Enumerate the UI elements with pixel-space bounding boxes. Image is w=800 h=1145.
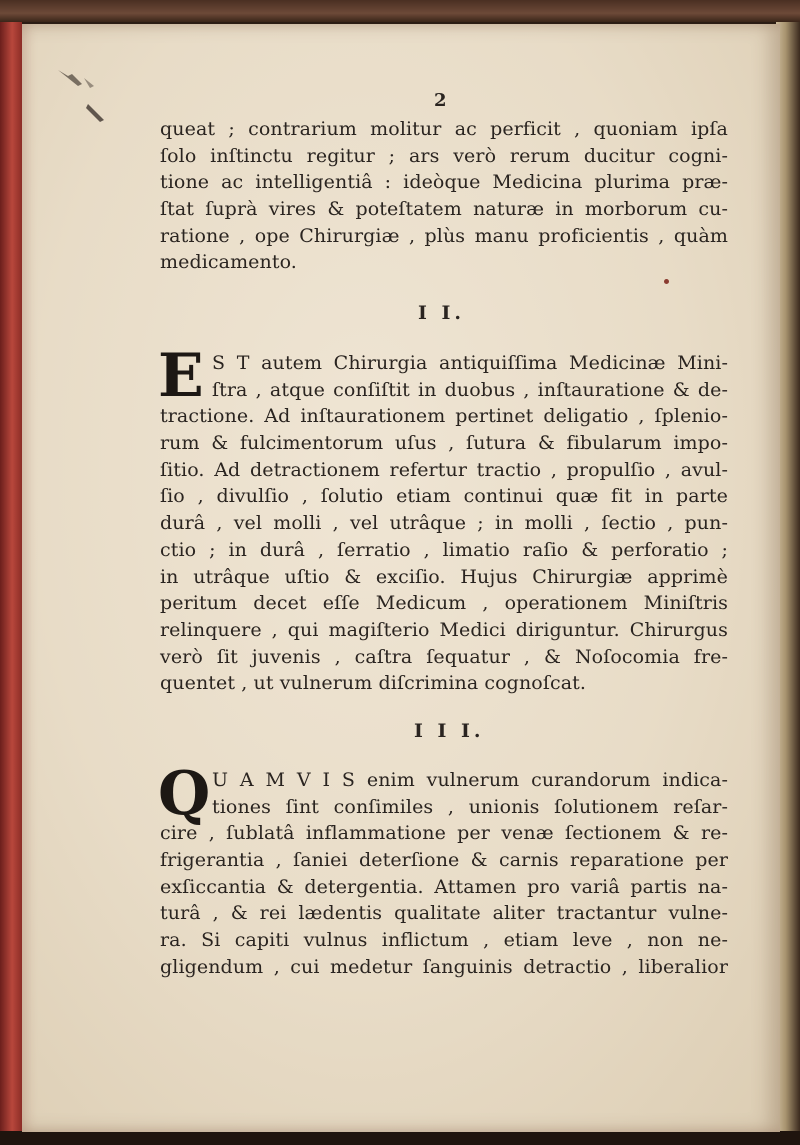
text-line: durâ , vel molli , vel utrâque ; in molli , ſectio , pun- [160,512,728,535]
text-line: S T autem Chirurgia antiquiſſima Medicinæ Mini- [212,352,728,374]
text-line: medicamento. [160,251,297,274]
page-number: 2 [434,90,447,111]
paragraph-continuation [160,116,728,276]
text-line: peritum decet eſſe Medicum , operationem Miniſtris [160,592,728,615]
section-heading-2: I I. [418,302,466,324]
text-line: cire , ſublatâ inflammatione per venæ ſectionem & re- [160,822,728,845]
text-line: tiones ſint conſimiles , unionis ſolutionem reſar- [212,795,728,818]
text-line: tione ac intelligentiâ : ideòque Medicina plurima præ- [160,171,728,194]
text-line: queat ; contrarium molitur ac perficit , quoniam ipſa [160,118,728,140]
book-page [22,24,780,1132]
text-line: exſiccantia & detergentia. Attamen pro variâ partis na- [160,875,728,898]
book-top-edge [0,0,800,22]
text-line: in utrâque uſtio & exciſio. Hujus Chirurgiæ apprimè [160,565,728,588]
book-bottom-edge [0,1131,800,1145]
text-line: ra. Si capiti vulnus inflictum , etiam leve , non ne- [160,929,728,952]
text-line: ſtat ſuprà vires & poteſtatem naturæ in morborum cu- [160,198,728,221]
text-line: gligendum , cui medetur ſanguinis detractio , liberalior [160,955,728,978]
text-line: ſio , divulſio , ſolutio etiam continui quæ fit in parte [160,485,728,508]
drop-cap-e: E [158,341,204,411]
ink-spot [664,279,669,284]
text-line: relinquere , qui magiſterio Medici diriguntur. Chirurgus [160,618,728,641]
text-line: verò ſit juvenis , caſtra ſequatur , & Noſocomia fre- [160,645,728,668]
text-line: U A M V I S enim vulnerum curandorum indica- [212,769,728,791]
section-heading-3: I I I. [414,720,485,742]
text-line: ſtra , atque conſiſtit in duobus , inſtauratione & de- [212,378,728,401]
drop-cap-q: Q [158,759,211,829]
ink-smudge-mark [54,64,114,124]
text-line: ctio ; in durâ , ſerratio , limatio raſio & perforatio ; [160,538,728,561]
text-line: ſolo inſtinctu regitur ; ars verò rerum ducitur cogni- [160,144,728,167]
text-line: turâ , & rei lædentis qualitate aliter tractantur vulne- [160,902,728,925]
section-2-paragraph [158,341,728,697]
book-binding-edge [0,22,22,1145]
text-line: ſitio. Ad detractionem refertur tractio , propulſio , avul- [160,458,728,481]
text-line: rum & fulcimentorum uſus , ſutura & fibularum impo- [160,432,728,455]
text-line: ratione , ope Chirurgiæ , plùs manu proficientis , quàm [160,224,728,247]
text-line: quentet , ut vulnerum diſcrimina cognoſcat. [160,672,586,695]
section-3-paragraph [158,759,728,981]
text-line: tractione. Ad inſtaurationem pertinet deligatio , ſplenio- [160,405,728,428]
text-line: frigerantia , ſaniei deterſione & carnis reparatione per [160,849,728,872]
